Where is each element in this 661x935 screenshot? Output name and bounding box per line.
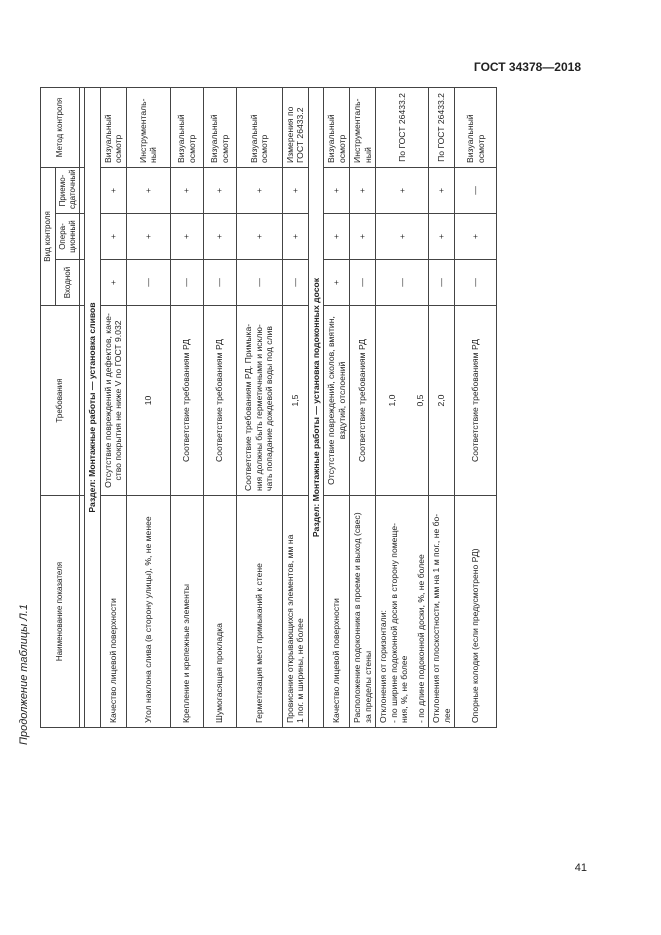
cell-name: Отклонения от плоскостности, мм на 1 м пог., не бо- лее [429,496,455,728]
cell-operational: + [429,214,455,260]
col-header-method: Метод контроля [41,87,80,167]
cell-method: По ГОСТ 26433.2 [429,87,455,167]
deviation-width-value: 1,0 [386,394,397,407]
cell-name: Расположение подоконника в проеме и выход (свес) за пределы стены [350,496,376,728]
cell-name: Крепление и крепежные элементы [170,496,203,728]
cell-operational: + [376,214,429,260]
cell-name: Герметизация мест примыканий к стене [236,496,282,728]
cell-method: Визуальный осмотр [455,87,497,167]
cell-incoming: — [455,260,497,306]
rotated-table-wrapper [40,88,590,728]
cell-requirement: 1,5 [282,306,308,496]
cell-method: Визуальный осмотр [236,87,282,167]
col-header-requirements: Требования [41,306,80,496]
cell-acceptance: + [350,167,376,213]
col-header-incoming: Входной [55,260,80,306]
cell-requirement: Соответствие требованиям РД [170,306,203,496]
cell-operational: + [203,214,236,260]
section-title: Раздел: Монтажные работы — установка сливов [85,87,100,727]
cell-incoming: — [282,260,308,306]
cell-method: Визуальный осмотр [324,87,350,167]
cell-method: Инструменталь- ный [126,87,170,167]
cell-acceptance: + [203,167,236,213]
cell-incoming: — [350,260,376,306]
cell-acceptance: + [282,167,308,213]
cell-method: Инструменталь- ный [350,87,376,167]
cell-incoming: — [203,260,236,306]
cell-requirement: Соответствие требованиям РД [350,306,376,496]
cell-name: Шумогасящая прокладка [203,496,236,728]
cell-incoming: — [376,260,429,306]
table-row [170,87,203,727]
cell-acceptance: + [429,167,455,213]
col-header-name: Наименование показателя [41,496,80,728]
cell-requirement: Отсутствие повреждений и дефектов, каче- ство покрытия не ниже V по ГОСТ 9.032 [100,306,126,496]
cell-incoming: — [126,260,170,306]
cell-requirement: Отсутствие повреждений, сколов, вмятин, вздутий, отслоений [324,306,350,496]
cell-requirement [376,306,429,496]
table-row [282,87,308,727]
table-body [80,87,497,727]
cell-name [376,496,429,728]
cell-operational: + [100,214,126,260]
deviation-width-label: - по ширине подоконной доски в сторону помеще- ния, %, не более [388,522,410,723]
table-head [41,87,80,727]
cell-method: По ГОСТ 26433.2 [376,87,429,167]
deviation-length-label: - по длине подоконной доски, %, не более [415,554,426,723]
cell-acceptance: + [376,167,429,213]
table-row [429,87,455,727]
cell-method: Визуальный осмотр [100,87,126,167]
cell-operational: + [350,214,376,260]
cell-name: Провисание открывающихся элементов, мм на 1 пог. м ширины, не более [282,496,308,728]
table-row [236,87,282,727]
cell-operational: + [324,214,350,260]
cell-operational: + [236,214,282,260]
control-table [40,87,497,728]
cell-operational: + [170,214,203,260]
cell-name: Угол наклона слива (в сторону улицы), %, не менее [126,496,170,728]
cell-method: Измерения по ГОСТ 26433.2 [282,87,308,167]
cell-acceptance: + [236,167,282,213]
cell-incoming: — [236,260,282,306]
cell-acceptance: — [455,167,497,213]
table-row [203,87,236,727]
table-row [100,87,126,727]
table-row-deviation [376,87,429,727]
cell-name: Качество лицевой поверхности [324,496,350,728]
deviation-title: Отклонения от горизонтали: [378,610,389,723]
cell-requirement: Соответствие требованиям РД. Примыка- ния должны быть герметичными и исклю- чать попадание дождевой воды под слив [236,306,282,496]
cell-operational: + [282,214,308,260]
cell-acceptance: + [324,167,350,213]
section-row [308,87,323,727]
section-title: Раздел: Монтажные работы — установка подоконных досок [308,87,323,727]
cell-incoming: — [170,260,203,306]
col-header-operational: Опера- ционный [55,214,80,260]
col-header-control-kind: Вид контроля [41,167,56,305]
cell-acceptance: + [126,167,170,213]
document-header: ГОСТ 34378—2018 [473,60,581,74]
table-row [455,87,497,727]
table-row [350,87,376,727]
cell-operational: + [455,214,497,260]
table-caption: Продолжение таблицы Л.1 [18,604,30,745]
deviation-length-value: 0,5 [415,394,426,407]
page-number: 41 [574,862,587,874]
cell-acceptance: + [100,167,126,213]
section-row [85,87,100,727]
cell-requirement: 10 [126,306,170,496]
table-row [324,87,350,727]
cell-incoming: — [429,260,455,306]
cell-operational: + [126,214,170,260]
cell-acceptance: + [170,167,203,213]
cell-name: Опорные колодки (если предусмотрено РД) [455,496,497,728]
cell-incoming: + [100,260,126,306]
cell-incoming: + [324,260,350,306]
cell-requirement: Соответствие требованиям РД [203,306,236,496]
table-row [126,87,170,727]
cell-requirement: Соответствие требованиям РД [455,306,497,496]
cell-method: Визуальный осмотр [203,87,236,167]
col-header-acceptance: Приемо- сдаточный [55,167,80,213]
cell-requirement: 2,0 [429,306,455,496]
cell-method: Визуальный осмотр [170,87,203,167]
cell-name: Качество лицевой поверхности [100,496,126,728]
